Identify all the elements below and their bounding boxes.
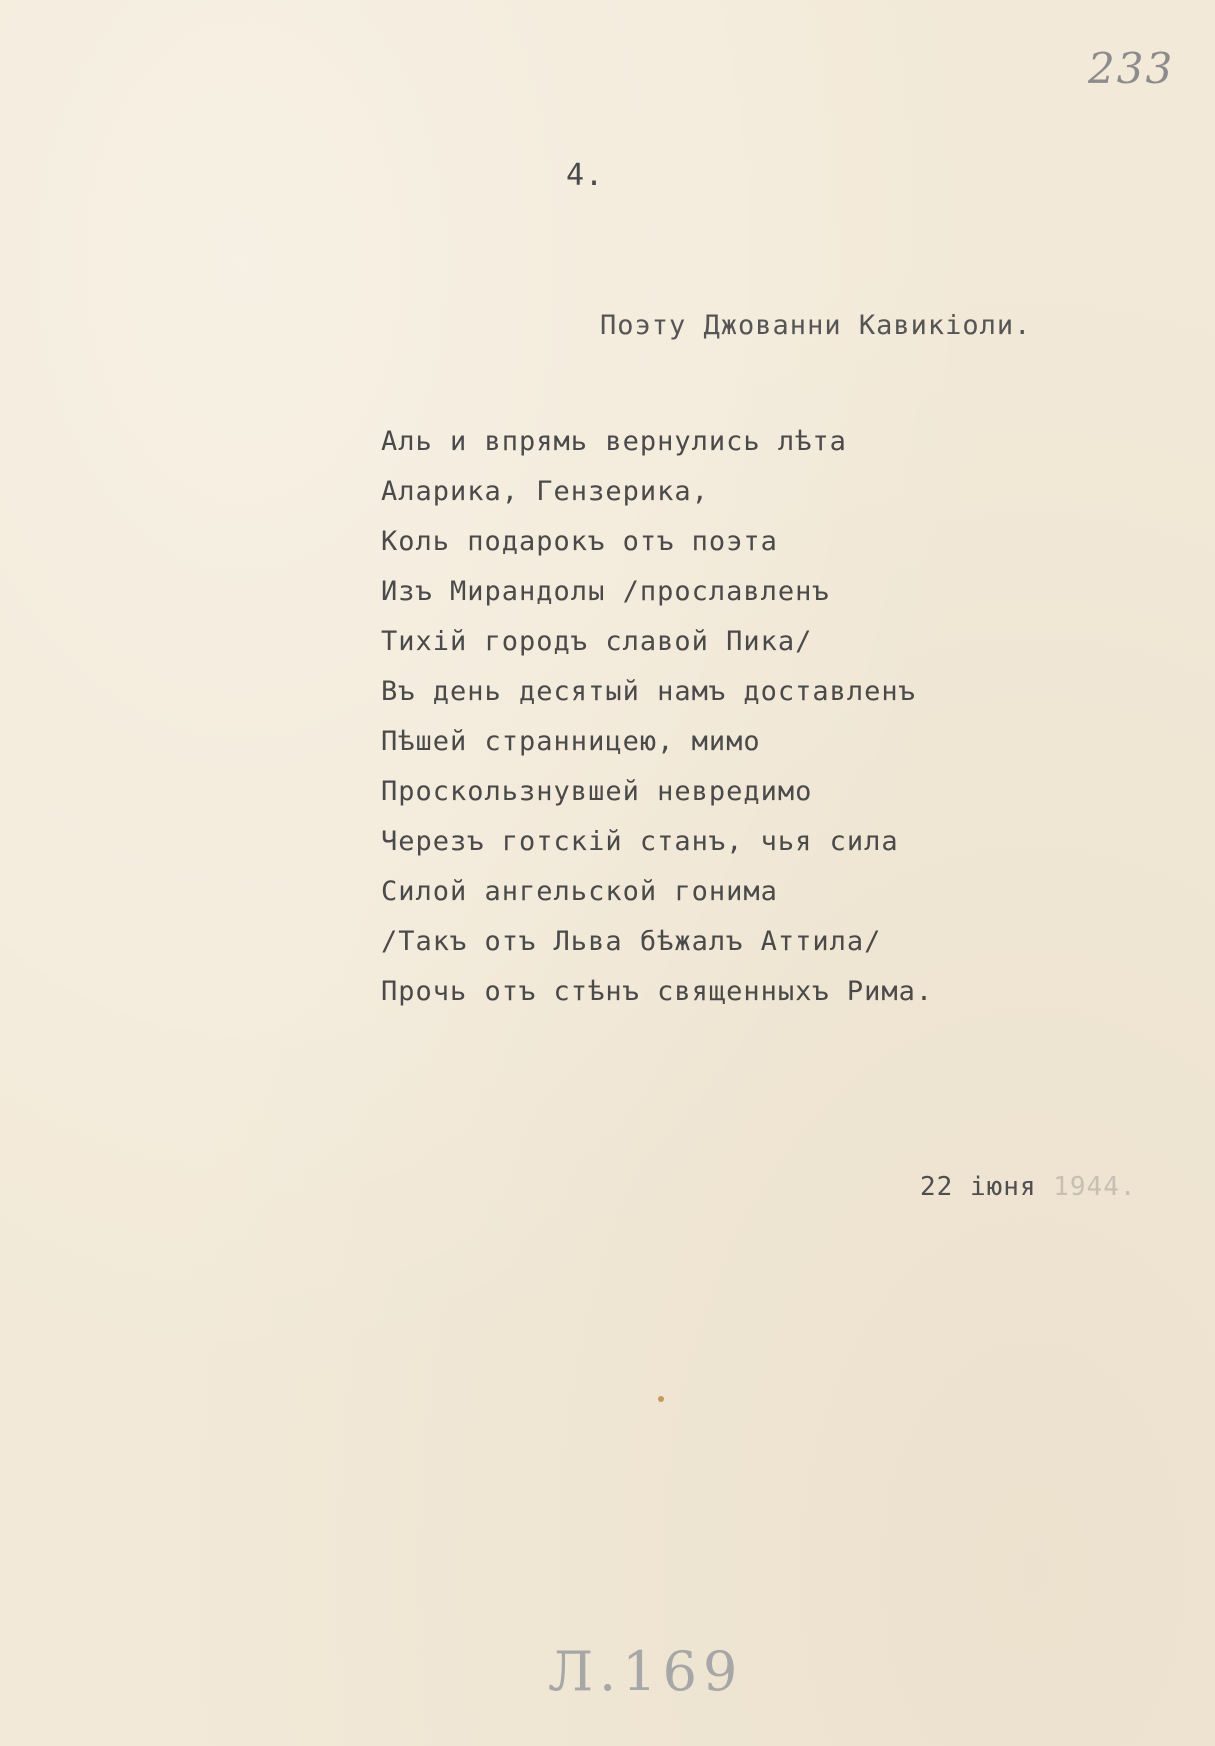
poem-line: Силой ангельской гонима bbox=[381, 876, 778, 907]
poem-line: Тихій городъ славой Пика/ bbox=[381, 626, 813, 657]
poem-line: Аларика, Гензерика, bbox=[381, 476, 709, 507]
ink-spot bbox=[658, 1396, 664, 1402]
date: 22 іюня bbox=[920, 1172, 1037, 1202]
archive-sheet-number: Л.169 bbox=[548, 1640, 744, 1703]
poem-line: Изъ Мирандолы /прославленъ bbox=[381, 576, 830, 607]
poem-line: Пѣшей странницею, мимо bbox=[381, 726, 761, 757]
poem-line: /Такъ отъ Льва бѣжалъ Аттила/ bbox=[381, 926, 882, 957]
section-number: 4. bbox=[566, 158, 605, 193]
poem bbox=[381, 424, 933, 1024]
poem-line: Коль подарокъ отъ поэта bbox=[381, 526, 778, 557]
poem-line: Проскользнувшей невредимо bbox=[381, 776, 813, 807]
poem-line: Черезъ готскій станъ, чья сила bbox=[381, 826, 899, 857]
poem-line: Прочь отъ стѣнъ священныхъ Рима. bbox=[381, 976, 934, 1007]
date-line bbox=[920, 1172, 1137, 1202]
dedication: Поэту Джованни Кавикіоли. bbox=[600, 310, 1032, 341]
poem-line: Въ день десятый намъ доставленъ bbox=[381, 676, 916, 707]
date-year-faded: 1944. bbox=[1053, 1172, 1137, 1202]
handwritten-page-number: 233 bbox=[1088, 44, 1175, 93]
poem-line: Аль и впрямь вернулись лѣта bbox=[381, 426, 847, 457]
